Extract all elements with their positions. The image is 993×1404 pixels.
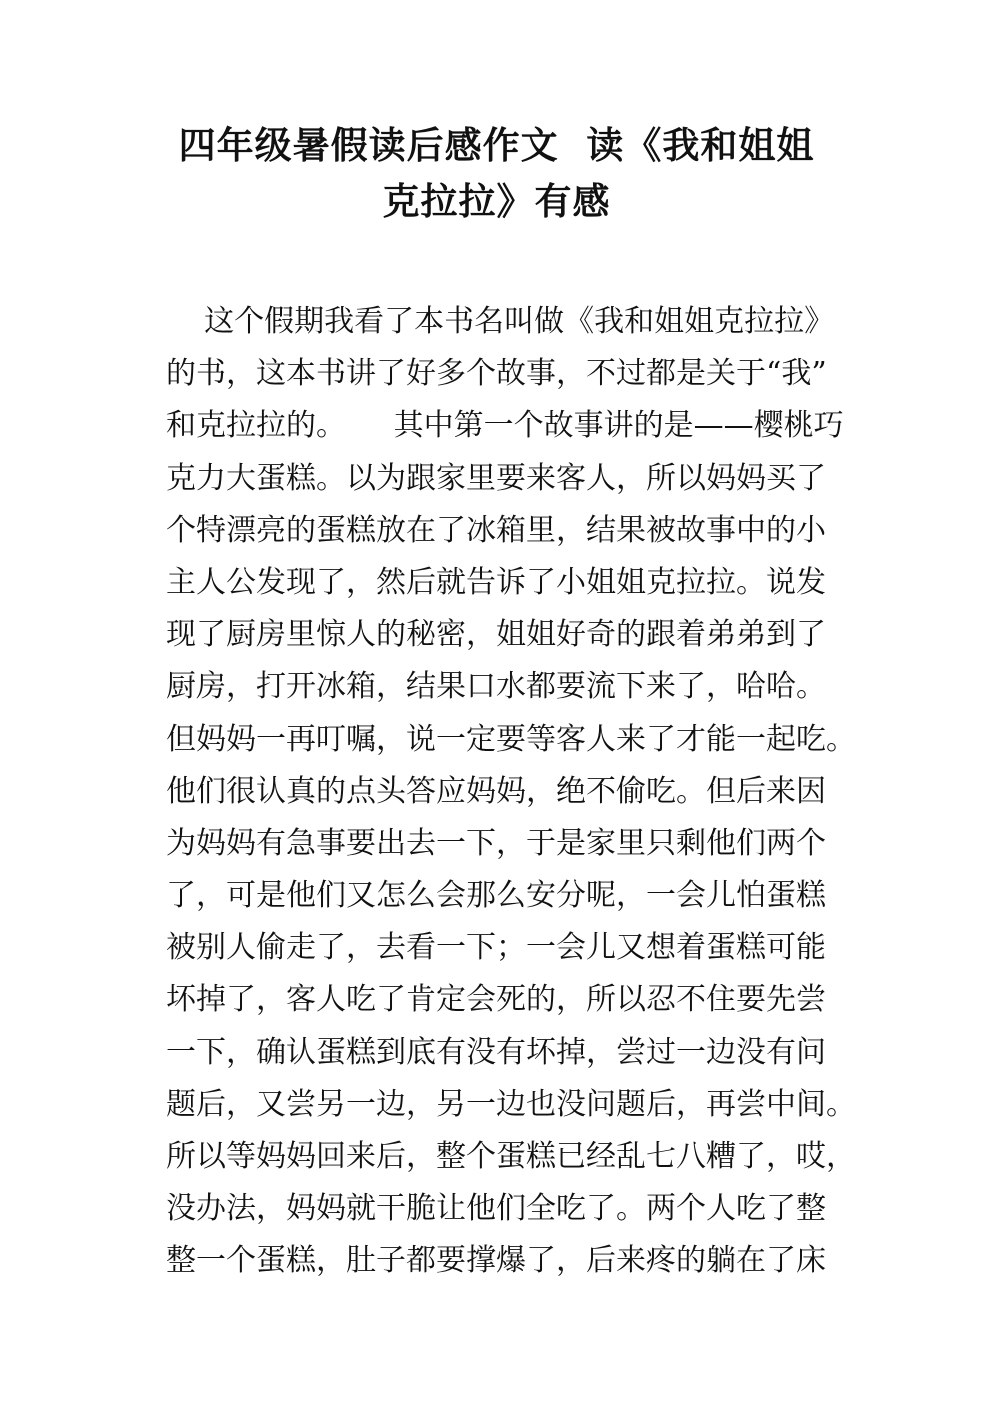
document-title: [0, 118, 993, 230]
body-line: 一下，确认蛋糕到底有没有坏掉，尝过一边没有问: [166, 1034, 826, 1070]
body-line: 现了厨房里惊人的秘密，姐姐好奇的跟着弟弟到了: [166, 617, 826, 653]
document-body: [166, 296, 856, 1288]
body-line: 被别人偷走了，去看一下；一会儿又想着蛋糕可能: [166, 930, 826, 966]
body-line: 但妈妈一再叮嘱，说一定要等客人来了才能一起吃。: [166, 721, 856, 757]
body-line: 个特漂亮的蛋糕放在了冰箱里，结果被故事中的小: [166, 512, 826, 548]
body-line: 题后，又尝另一边，另一边也没问题后，再尝中间。: [166, 1086, 856, 1122]
body-line: 的书，这本书讲了好多个故事，不过都是关于“我”: [166, 356, 827, 392]
body-line: 这个假期我看了本书名叫做《我和姐姐克拉拉》: [166, 304, 835, 339]
body-line: 为妈妈有急事要出去一下，于是家里只剩他们两个: [166, 825, 826, 861]
body-line: 坏掉了，客人吃了肯定会死的，所以忍不住要先尝: [166, 982, 826, 1018]
body-line: 了，可是他们又怎么会那么安分呢，一会儿怕蛋糕: [166, 878, 826, 914]
body-line: 他们很认真的点头答应妈妈，绝不偷吃。但后来因: [166, 773, 826, 809]
body-line: 和克拉拉的。 其中第一个故事讲的是——樱桃巧: [166, 408, 844, 444]
body-line: 所以等妈妈回来后，整个蛋糕已经乱七八糟了，哎，: [166, 1139, 856, 1174]
body-line: 克力大蛋糕。以为跟家里要来客人，所以妈妈买了: [166, 460, 826, 496]
body-line: 整一个蛋糕，肚子都要撑爆了，后来疼的躺在了床: [166, 1243, 826, 1279]
title-line-2: 克拉拉》有感: [382, 180, 611, 223]
body-line: 主人公发现了，然后就告诉了小姐姐克拉拉。说发: [166, 564, 826, 600]
body-line: 厨房，打开冰箱，结果口水都要流下来了，哈哈。: [166, 669, 826, 705]
title-line-1: 四年级暑假读后感作文 读《我和姐姐: [178, 124, 815, 167]
body-line: 没办法，妈妈就干脆让他们全吃了。两个人吃了整: [166, 1191, 826, 1227]
